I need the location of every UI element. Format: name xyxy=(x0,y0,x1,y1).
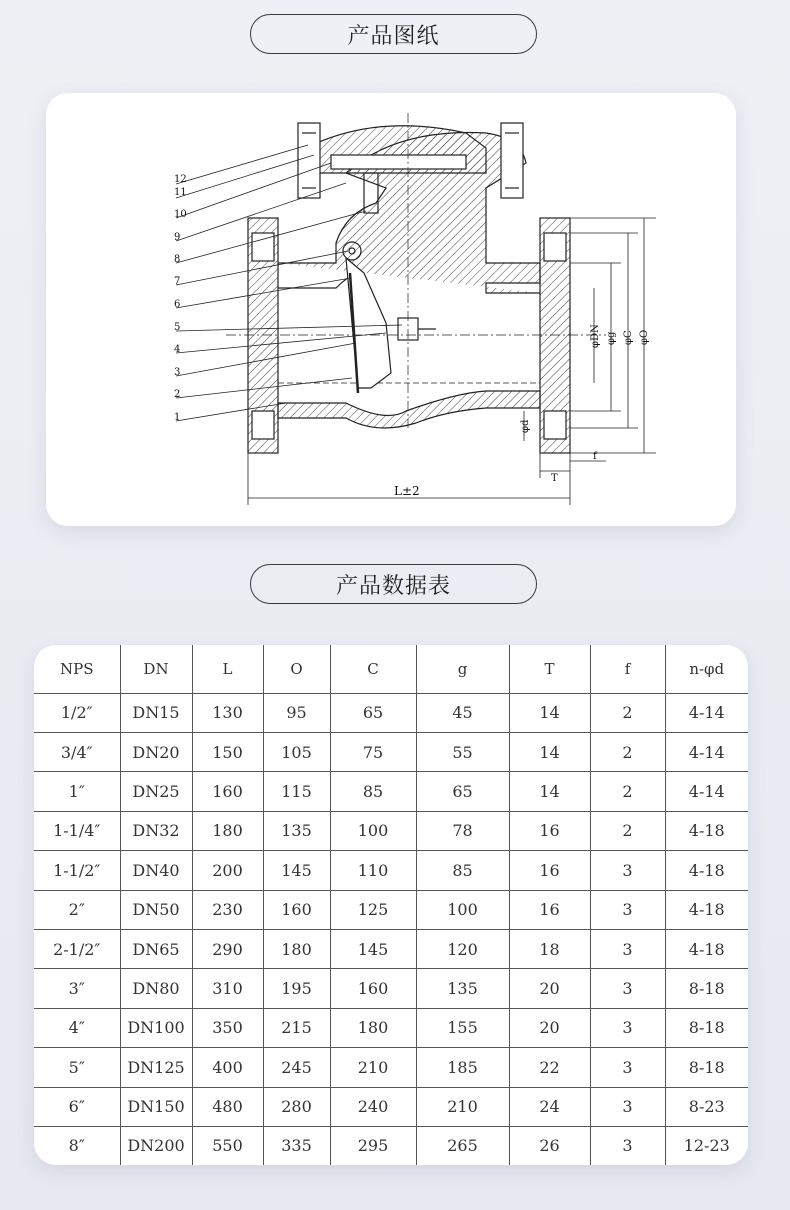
table-row xyxy=(34,1008,748,1047)
table-cell: 26 xyxy=(509,1126,590,1165)
dimension-c-label: φC xyxy=(623,330,634,345)
table-cell: 210 xyxy=(416,1087,509,1126)
table-cell: DN15 xyxy=(120,693,192,732)
part-number-7: 7 xyxy=(174,276,181,287)
table-cell: 3 xyxy=(590,929,665,968)
table-cell: 2″ xyxy=(34,890,120,929)
table-cell: 3 xyxy=(590,1048,665,1087)
table-row xyxy=(34,929,748,968)
left-bolt xyxy=(298,123,320,198)
table-cell: 160 xyxy=(330,969,416,1008)
table-cell: 180 xyxy=(263,929,330,968)
table-cell: 8-23 xyxy=(665,1087,748,1126)
table-cell: 150 xyxy=(192,732,263,771)
part-number-12: 12 xyxy=(174,174,187,185)
part-number-5: 5 xyxy=(174,322,181,333)
table-cell: DN125 xyxy=(120,1048,192,1087)
table-cell: DN32 xyxy=(120,811,192,850)
table-cell: 240 xyxy=(330,1087,416,1126)
dimension-t-label: T xyxy=(551,473,558,484)
table-cell: DN80 xyxy=(120,969,192,1008)
table-cell: 130 xyxy=(192,693,263,732)
table-section-title: 产品数据表 xyxy=(250,564,537,604)
table-cell: 550 xyxy=(192,1126,263,1165)
table-cell: 4″ xyxy=(34,1008,120,1047)
header-c: C xyxy=(330,645,416,693)
right-bolt xyxy=(501,123,523,198)
table-header-row xyxy=(34,645,748,693)
part-number-11: 11 xyxy=(174,187,187,198)
dimension-g-label: φg xyxy=(606,331,617,345)
table-cell: 85 xyxy=(416,851,509,890)
data-table-card xyxy=(34,645,748,1165)
part-number-6: 6 xyxy=(174,299,181,310)
part-number-2: 2 xyxy=(174,389,181,400)
header-dn: DN xyxy=(120,645,192,693)
table-cell: 4-18 xyxy=(665,811,748,850)
table-row xyxy=(34,851,748,890)
table-cell: 480 xyxy=(192,1087,263,1126)
table-row xyxy=(34,1087,748,1126)
part-number-10: 10 xyxy=(174,209,187,220)
table-cell: 125 xyxy=(330,890,416,929)
table-cell: 14 xyxy=(509,772,590,811)
table-cell: 16 xyxy=(509,811,590,850)
table-cell: 100 xyxy=(416,890,509,929)
table-cell: 160 xyxy=(263,890,330,929)
header-n-d: n-φd xyxy=(665,645,748,693)
table-cell: DN100 xyxy=(120,1008,192,1047)
table-cell: 335 xyxy=(263,1126,330,1165)
table-cell: 155 xyxy=(416,1008,509,1047)
technical-drawing-card xyxy=(46,93,736,526)
table-cell: 14 xyxy=(509,693,590,732)
header-nps: NPS xyxy=(34,645,120,693)
table-cell: 2 xyxy=(590,693,665,732)
dimension-dn-label: φDN xyxy=(590,324,601,348)
table-cell: 78 xyxy=(416,811,509,850)
part-number-4: 4 xyxy=(174,344,181,355)
table-cell: 2 xyxy=(590,811,665,850)
table-cell: 12-23 xyxy=(683,1136,730,1156)
table-cell: 135 xyxy=(263,811,330,850)
table-cell: 280 xyxy=(263,1087,330,1126)
table-cell: 145 xyxy=(330,929,416,968)
table-cell: 180 xyxy=(330,1008,416,1047)
header-t: T xyxy=(509,645,590,693)
header-g: g xyxy=(416,645,509,693)
valve-technical-drawing xyxy=(46,93,736,526)
table-cell: 65 xyxy=(330,693,416,732)
table-cell: 4-18 xyxy=(665,929,748,968)
table-cell: 6″ xyxy=(34,1087,120,1126)
header-f: f xyxy=(590,645,665,693)
table-cell: 24 xyxy=(509,1087,590,1126)
table-cell: 290 xyxy=(192,929,263,968)
table-cell: 180 xyxy=(192,811,263,850)
table-cell: 230 xyxy=(192,890,263,929)
table-cell: 16 xyxy=(509,851,590,890)
table-row xyxy=(34,693,748,732)
drawing-section-title: 产品图纸 xyxy=(250,14,537,54)
table-row xyxy=(34,811,748,850)
table-cell: DN40 xyxy=(120,851,192,890)
table-cell: 310 xyxy=(192,969,263,1008)
table-cell: 4-18 xyxy=(665,890,748,929)
table-cell: 3/4″ xyxy=(34,732,120,771)
table-cell: 4-14 xyxy=(665,732,748,771)
table-cell: 265 xyxy=(416,1126,509,1165)
dimension-f-label: f xyxy=(593,451,597,462)
table-cell: 95 xyxy=(263,693,330,732)
table-cell: 215 xyxy=(263,1008,330,1047)
table-cell: DN65 xyxy=(120,929,192,968)
table-cell: 100 xyxy=(330,811,416,850)
table-cell: 400 xyxy=(192,1048,263,1087)
table-cell: 75 xyxy=(330,732,416,771)
table-cell: 3 xyxy=(590,1008,665,1047)
table-cell: 5″ xyxy=(34,1048,120,1087)
table-cell: 8″ xyxy=(34,1126,120,1165)
part-number-8: 8 xyxy=(174,254,181,265)
table-cell: 16 xyxy=(509,890,590,929)
table-cell: DN50 xyxy=(120,890,192,929)
table-cell: 4-14 xyxy=(665,772,748,811)
table-cell: 3″ xyxy=(34,969,120,1008)
table-cell: 145 xyxy=(263,851,330,890)
table-cell: 200 xyxy=(192,851,263,890)
table-row xyxy=(34,1126,748,1165)
table-cell: 18 xyxy=(509,929,590,968)
table-cell: 3 xyxy=(590,1087,665,1126)
table-cell: 8-18 xyxy=(665,969,748,1008)
table-cell: 22 xyxy=(509,1048,590,1087)
header-o: O xyxy=(263,645,330,693)
table-cell: 2 xyxy=(590,732,665,771)
table-row xyxy=(34,890,748,929)
table-cell: 105 xyxy=(263,732,330,771)
table-cell: 1″ xyxy=(34,772,120,811)
table-row xyxy=(34,732,748,771)
table-cell: 3 xyxy=(590,890,665,929)
table-cell: 350 xyxy=(192,1008,263,1047)
table-cell: DN200 xyxy=(120,1126,192,1165)
dimension-length-label: L±2 xyxy=(394,484,420,498)
header-l: L xyxy=(192,645,263,693)
table-body xyxy=(34,693,748,1165)
table-cell: 2-1/2″ xyxy=(34,929,120,968)
product-data-table xyxy=(34,645,748,1165)
table-cell: 3 xyxy=(590,851,665,890)
table-cell: 2 xyxy=(590,772,665,811)
table-cell: DN20 xyxy=(120,732,192,771)
table-cell: 20 xyxy=(509,1008,590,1047)
table-cell: 210 xyxy=(330,1048,416,1087)
table-cell: 8-18 xyxy=(665,1048,748,1087)
part-number-1: 1 xyxy=(174,412,181,423)
table-cell: 160 xyxy=(192,772,263,811)
part-number-9: 9 xyxy=(174,232,181,243)
table-cell: 20 xyxy=(509,969,590,1008)
table-row xyxy=(34,969,748,1008)
table-cell: 3 xyxy=(590,1126,665,1165)
table-cell: 1/2″ xyxy=(34,693,120,732)
table-row xyxy=(34,1048,748,1087)
table-cell: 195 xyxy=(263,969,330,1008)
table-cell: 185 xyxy=(416,1048,509,1087)
table-cell: 4-18 xyxy=(665,851,748,890)
table-cell: 295 xyxy=(330,1126,416,1165)
table-cell: 3 xyxy=(590,969,665,1008)
table-cell: DN25 xyxy=(120,772,192,811)
table-cell: 45 xyxy=(416,693,509,732)
table-cell: 115 xyxy=(263,772,330,811)
table-cell: 135 xyxy=(416,969,509,1008)
dimension-d-label: φd xyxy=(520,419,531,433)
table-cell: 1-1/2″ xyxy=(34,851,120,890)
table-cell: 4-14 xyxy=(665,693,748,732)
table-cell: 245 xyxy=(263,1048,330,1087)
table-cell: 85 xyxy=(330,772,416,811)
dimension-o-label: φO xyxy=(639,329,650,345)
table-cell: 120 xyxy=(416,929,509,968)
table-cell: 14 xyxy=(509,732,590,771)
table-cell: 8-18 xyxy=(665,1008,748,1047)
table-cell: 110 xyxy=(330,851,416,890)
table-row xyxy=(34,772,748,811)
table-cell: 1-1/4″ xyxy=(34,811,120,850)
part-number-3: 3 xyxy=(174,367,181,378)
table-cell: DN150 xyxy=(120,1087,192,1126)
table-cell: 65 xyxy=(416,772,509,811)
table-cell: 55 xyxy=(416,732,509,771)
